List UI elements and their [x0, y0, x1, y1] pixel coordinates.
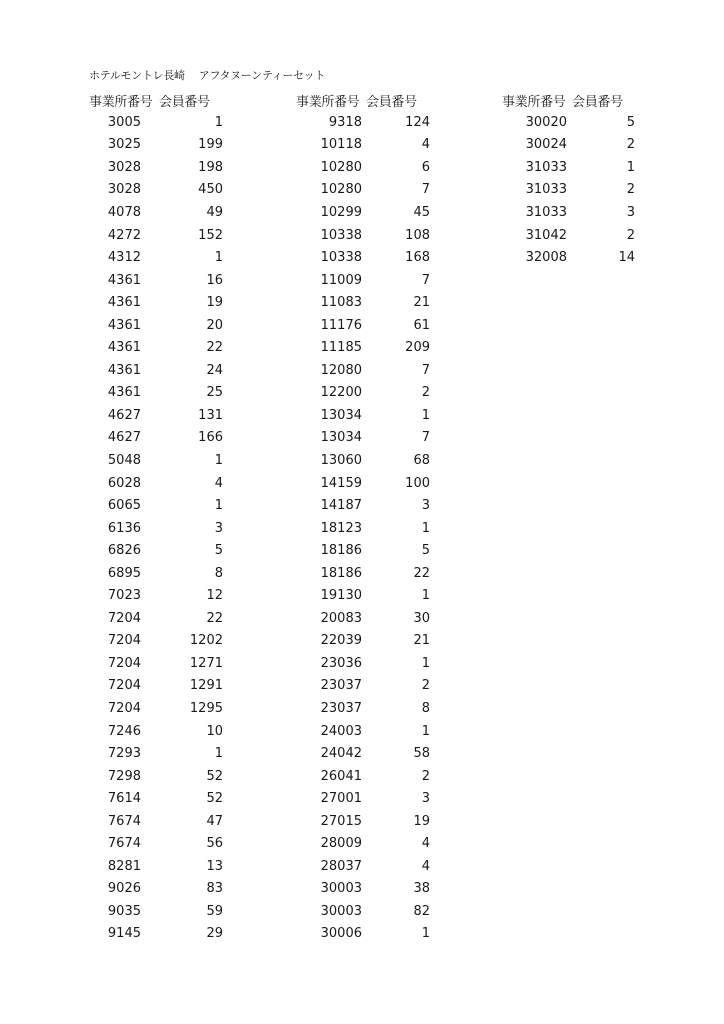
office-number-cell: 3028: [107, 159, 141, 175]
table-row: [296, 900, 430, 923]
office-number-cell: 30003: [320, 903, 362, 919]
member-number-cell: 4: [421, 858, 430, 874]
member-number-cell: 4: [214, 475, 223, 491]
member-number-cell: 6: [421, 159, 430, 175]
member-number-cell: 58: [413, 746, 430, 762]
table-row: [89, 765, 223, 788]
table-row: [296, 607, 430, 630]
member-number-cell: 7: [421, 272, 430, 288]
member-number-cell: 1: [421, 588, 430, 604]
member-number-header: 会員番号: [159, 94, 210, 110]
office-number-cell: 7674: [107, 836, 141, 852]
table-row: [296, 382, 430, 405]
table-row: [89, 517, 223, 540]
office-number-cell: 14187: [320, 498, 362, 514]
table-header: [296, 89, 430, 111]
office-number-cell: 31042: [525, 227, 567, 243]
office-number-cell: 30024: [525, 137, 567, 153]
office-number-cell: 22039: [320, 633, 362, 649]
office-number-cell: 10338: [320, 250, 362, 266]
office-number-cell: 7674: [107, 813, 141, 829]
table-rows: [89, 111, 223, 945]
table-row: [296, 472, 430, 495]
member-number-cell: 14: [618, 250, 635, 266]
office-number-cell: 19130: [320, 588, 362, 604]
table-row: [296, 156, 430, 179]
table-row: [296, 246, 430, 269]
office-number-cell: 4627: [107, 430, 141, 446]
member-number-cell: 2: [626, 182, 635, 198]
member-number-cell: 108: [405, 227, 430, 243]
office-number-cell: 7204: [107, 678, 141, 694]
office-number-cell: 12080: [320, 362, 362, 378]
member-number-cell: 131: [198, 407, 223, 423]
office-number-cell: 32008: [525, 250, 567, 266]
table-block-1: [89, 89, 223, 945]
table-row: [89, 900, 223, 923]
member-number-cell: 2: [626, 227, 635, 243]
member-number-cell: 5: [626, 114, 635, 130]
office-number-cell: 12200: [320, 385, 362, 401]
table-row: [296, 742, 430, 765]
member-number-cell: 13: [206, 858, 223, 874]
table-row: [89, 404, 223, 427]
member-number-cell: 22: [206, 610, 223, 626]
member-number-cell: 2: [421, 768, 430, 784]
member-number-cell: 124: [405, 114, 430, 130]
table-row: [89, 833, 223, 856]
table-row: [89, 156, 223, 179]
table-row: [89, 539, 223, 562]
member-number-cell: 199: [198, 137, 223, 153]
office-number-cell: 26041: [320, 768, 362, 784]
office-number-header: 事業所番号: [296, 94, 360, 110]
office-number-cell: 13034: [320, 407, 362, 423]
table-row: [89, 359, 223, 382]
table-row: [296, 291, 430, 314]
office-number-cell: 7023: [107, 588, 141, 604]
office-number-cell: 6028: [107, 475, 141, 491]
table-row: [296, 314, 430, 337]
table-row: [296, 179, 430, 202]
office-number-cell: 6065: [107, 498, 141, 514]
office-number-header: 事業所番号: [502, 94, 566, 110]
office-number-cell: 4361: [107, 385, 141, 401]
table-block-3: [502, 89, 635, 269]
member-number-cell: 1: [421, 723, 430, 739]
table-row: [89, 878, 223, 901]
office-number-cell: 7293: [107, 746, 141, 762]
table-row: [296, 562, 430, 585]
table-row: [89, 427, 223, 450]
office-number-cell: 28009: [320, 836, 362, 852]
office-number-cell: 7246: [107, 723, 141, 739]
office-number-cell: 6895: [107, 565, 141, 581]
office-number-cell: 11009: [320, 272, 362, 288]
member-number-cell: 10: [206, 723, 223, 739]
office-number-cell: 7298: [107, 768, 141, 784]
member-number-cell: 4: [421, 836, 430, 852]
office-number-cell: 7204: [107, 610, 141, 626]
member-number-cell: 3: [421, 791, 430, 807]
table-row: [89, 246, 223, 269]
office-number-cell: 7614: [107, 791, 141, 807]
office-number-cell: 30020: [525, 114, 567, 130]
table-header: [502, 89, 635, 111]
member-number-cell: 3: [214, 520, 223, 536]
office-number-cell: 31033: [525, 159, 567, 175]
office-number-cell: 4361: [107, 295, 141, 311]
table-row: [502, 111, 635, 134]
member-number-cell: 1: [421, 520, 430, 536]
member-number-cell: 19: [413, 813, 430, 829]
office-number-cell: 30003: [320, 881, 362, 897]
office-number-cell: 4627: [107, 407, 141, 423]
office-number-cell: 31033: [525, 204, 567, 220]
member-number-cell: 38: [413, 881, 430, 897]
table-row: [89, 449, 223, 472]
table-row: [89, 720, 223, 743]
table-row: [89, 607, 223, 630]
table-row: [89, 742, 223, 765]
member-number-cell: 21: [413, 633, 430, 649]
member-number-cell: 7: [421, 362, 430, 378]
table-row: [89, 291, 223, 314]
plan-name: アフタヌーンティーセット: [198, 69, 326, 82]
office-number-cell: 18123: [320, 520, 362, 536]
table-row: [296, 720, 430, 743]
office-number-header: 事業所番号: [89, 94, 153, 110]
table-row: [89, 134, 223, 157]
member-number-cell: 8: [214, 565, 223, 581]
office-number-cell: 30006: [320, 926, 362, 942]
table-row: [502, 201, 635, 224]
table-row: [296, 855, 430, 878]
office-number-cell: 18186: [320, 543, 362, 559]
table-row: [89, 494, 223, 517]
table-row: [89, 179, 223, 202]
table-row: [89, 314, 223, 337]
hotel-name: ホテルモントレ長崎: [89, 69, 185, 82]
table-row: [89, 855, 223, 878]
member-number-cell: 7: [421, 430, 430, 446]
member-number-cell: 1: [214, 452, 223, 468]
member-number-cell: 1202: [189, 633, 223, 649]
office-number-cell: 4361: [107, 317, 141, 333]
table-row: [296, 833, 430, 856]
member-number-cell: 1: [214, 498, 223, 514]
table-row: [296, 652, 430, 675]
table-row: [89, 810, 223, 833]
member-number-cell: 68: [413, 452, 430, 468]
table-row: [89, 630, 223, 653]
member-number-cell: 22: [206, 340, 223, 356]
table-row: [296, 539, 430, 562]
office-number-cell: 3025: [107, 137, 141, 153]
table-row: [502, 224, 635, 247]
office-number-cell: 13060: [320, 452, 362, 468]
member-number-cell: 56: [206, 836, 223, 852]
table-row: [502, 179, 635, 202]
member-number-cell: 45: [413, 204, 430, 220]
member-number-cell: 450: [198, 182, 223, 198]
office-number-cell: 10338: [320, 227, 362, 243]
office-number-cell: 7204: [107, 700, 141, 716]
office-number-cell: 24042: [320, 746, 362, 762]
office-number-cell: 24003: [320, 723, 362, 739]
member-number-header: 会員番号: [366, 94, 417, 110]
member-number-cell: 8: [421, 700, 430, 716]
office-number-cell: 23037: [320, 700, 362, 716]
member-number-cell: 168: [405, 250, 430, 266]
member-number-cell: 22: [413, 565, 430, 581]
table-row: [89, 224, 223, 247]
table-row: [89, 562, 223, 585]
table-row: [89, 336, 223, 359]
table-row: [296, 517, 430, 540]
table-header: [89, 89, 223, 111]
member-number-cell: 198: [198, 159, 223, 175]
member-number-cell: 4: [421, 137, 430, 153]
member-number-cell: 2: [421, 385, 430, 401]
table-row: [89, 382, 223, 405]
office-number-cell: 13034: [320, 430, 362, 446]
table-row: [296, 111, 430, 134]
office-number-cell: 3028: [107, 182, 141, 198]
office-number-cell: 11176: [320, 317, 362, 333]
office-number-cell: 10280: [320, 159, 362, 175]
member-number-cell: 83: [206, 881, 223, 897]
member-number-cell: 1: [421, 926, 430, 942]
member-number-cell: 1291: [189, 678, 223, 694]
office-number-cell: 18186: [320, 565, 362, 581]
office-number-cell: 7204: [107, 633, 141, 649]
office-number-cell: 6826: [107, 543, 141, 559]
table-rows: [296, 111, 430, 945]
member-number-cell: 1: [214, 114, 223, 130]
table-row: [296, 584, 430, 607]
member-number-cell: 166: [198, 430, 223, 446]
table-row: [296, 134, 430, 157]
office-number-cell: 3005: [107, 114, 141, 130]
office-number-cell: 9145: [107, 926, 141, 942]
member-number-cell: 5: [214, 543, 223, 559]
office-number-cell: 9318: [328, 114, 362, 130]
office-number-cell: 6136: [107, 520, 141, 536]
table-row: [296, 697, 430, 720]
member-number-cell: 152: [198, 227, 223, 243]
office-number-cell: 4272: [107, 227, 141, 243]
office-number-cell: 28037: [320, 858, 362, 874]
member-number-cell: 1: [421, 407, 430, 423]
table-row: [89, 923, 223, 946]
table-row: [89, 675, 223, 698]
table-row: [296, 224, 430, 247]
table-row: [89, 472, 223, 495]
table-row: [296, 427, 430, 450]
member-number-cell: 30: [413, 610, 430, 626]
table-row: [296, 630, 430, 653]
member-number-cell: 3: [626, 204, 635, 220]
office-number-cell: 8281: [107, 858, 141, 874]
table-row: [296, 878, 430, 901]
office-number-cell: 4361: [107, 340, 141, 356]
table-row: [296, 449, 430, 472]
member-number-cell: 59: [206, 903, 223, 919]
member-number-cell: 47: [206, 813, 223, 829]
office-number-cell: 4361: [107, 362, 141, 378]
table-row: [296, 201, 430, 224]
office-number-cell: 23036: [320, 655, 362, 671]
table-block-2: [296, 89, 430, 945]
table-row: [89, 269, 223, 292]
table-row: [296, 923, 430, 946]
member-number-cell: 1: [626, 159, 635, 175]
table-row: [502, 246, 635, 269]
office-number-cell: 10299: [320, 204, 362, 220]
office-number-cell: 10118: [320, 137, 362, 153]
member-number-cell: 2: [626, 137, 635, 153]
member-number-cell: 25: [206, 385, 223, 401]
table-row: [296, 269, 430, 292]
member-number-cell: 1271: [189, 655, 223, 671]
member-number-cell: 20: [206, 317, 223, 333]
table-row: [89, 697, 223, 720]
office-number-cell: 4312: [107, 250, 141, 266]
office-number-cell: 4361: [107, 272, 141, 288]
office-number-cell: 9035: [107, 903, 141, 919]
member-number-cell: 29: [206, 926, 223, 942]
office-number-cell: 27001: [320, 791, 362, 807]
member-number-header: 会員番号: [572, 94, 623, 110]
member-number-cell: 61: [413, 317, 430, 333]
member-number-cell: 1: [214, 250, 223, 266]
member-number-cell: 1: [421, 655, 430, 671]
office-number-cell: 9026: [107, 881, 141, 897]
member-number-cell: 52: [206, 791, 223, 807]
document-title: [89, 69, 325, 83]
table-row: [89, 584, 223, 607]
office-number-cell: 23037: [320, 678, 362, 694]
member-number-cell: 49: [206, 204, 223, 220]
table-row: [296, 675, 430, 698]
table-row: [89, 652, 223, 675]
member-number-cell: 82: [413, 903, 430, 919]
office-number-cell: 5048: [107, 452, 141, 468]
member-number-cell: 24: [206, 362, 223, 378]
table-row: [296, 336, 430, 359]
member-number-cell: 2: [421, 678, 430, 694]
member-number-cell: 16: [206, 272, 223, 288]
table-row: [502, 134, 635, 157]
table-row: [89, 787, 223, 810]
office-number-cell: 11185: [320, 340, 362, 356]
table-row: [89, 111, 223, 134]
member-number-cell: 19: [206, 295, 223, 311]
member-number-cell: 1: [214, 746, 223, 762]
member-number-cell: 52: [206, 768, 223, 784]
office-number-cell: 31033: [525, 182, 567, 198]
member-number-cell: 3: [421, 498, 430, 514]
office-number-cell: 7204: [107, 655, 141, 671]
member-number-cell: 21: [413, 295, 430, 311]
table-row: [296, 404, 430, 427]
office-number-cell: 14159: [320, 475, 362, 491]
table-rows: [502, 111, 635, 269]
table-row: [296, 810, 430, 833]
office-number-cell: 20083: [320, 610, 362, 626]
member-number-cell: 7: [421, 182, 430, 198]
member-number-cell: 209: [405, 340, 430, 356]
table-row: [296, 359, 430, 382]
member-number-cell: 12: [206, 588, 223, 604]
table-row: [89, 201, 223, 224]
member-number-cell: 100: [405, 475, 430, 491]
office-number-cell: 27015: [320, 813, 362, 829]
member-number-cell: 1295: [189, 700, 223, 716]
table-row: [296, 787, 430, 810]
table-row: [296, 494, 430, 517]
office-number-cell: 4078: [107, 204, 141, 220]
table-row: [502, 156, 635, 179]
member-number-cell: 5: [421, 543, 430, 559]
office-number-cell: 11083: [320, 295, 362, 311]
table-row: [296, 765, 430, 788]
office-number-cell: 10280: [320, 182, 362, 198]
